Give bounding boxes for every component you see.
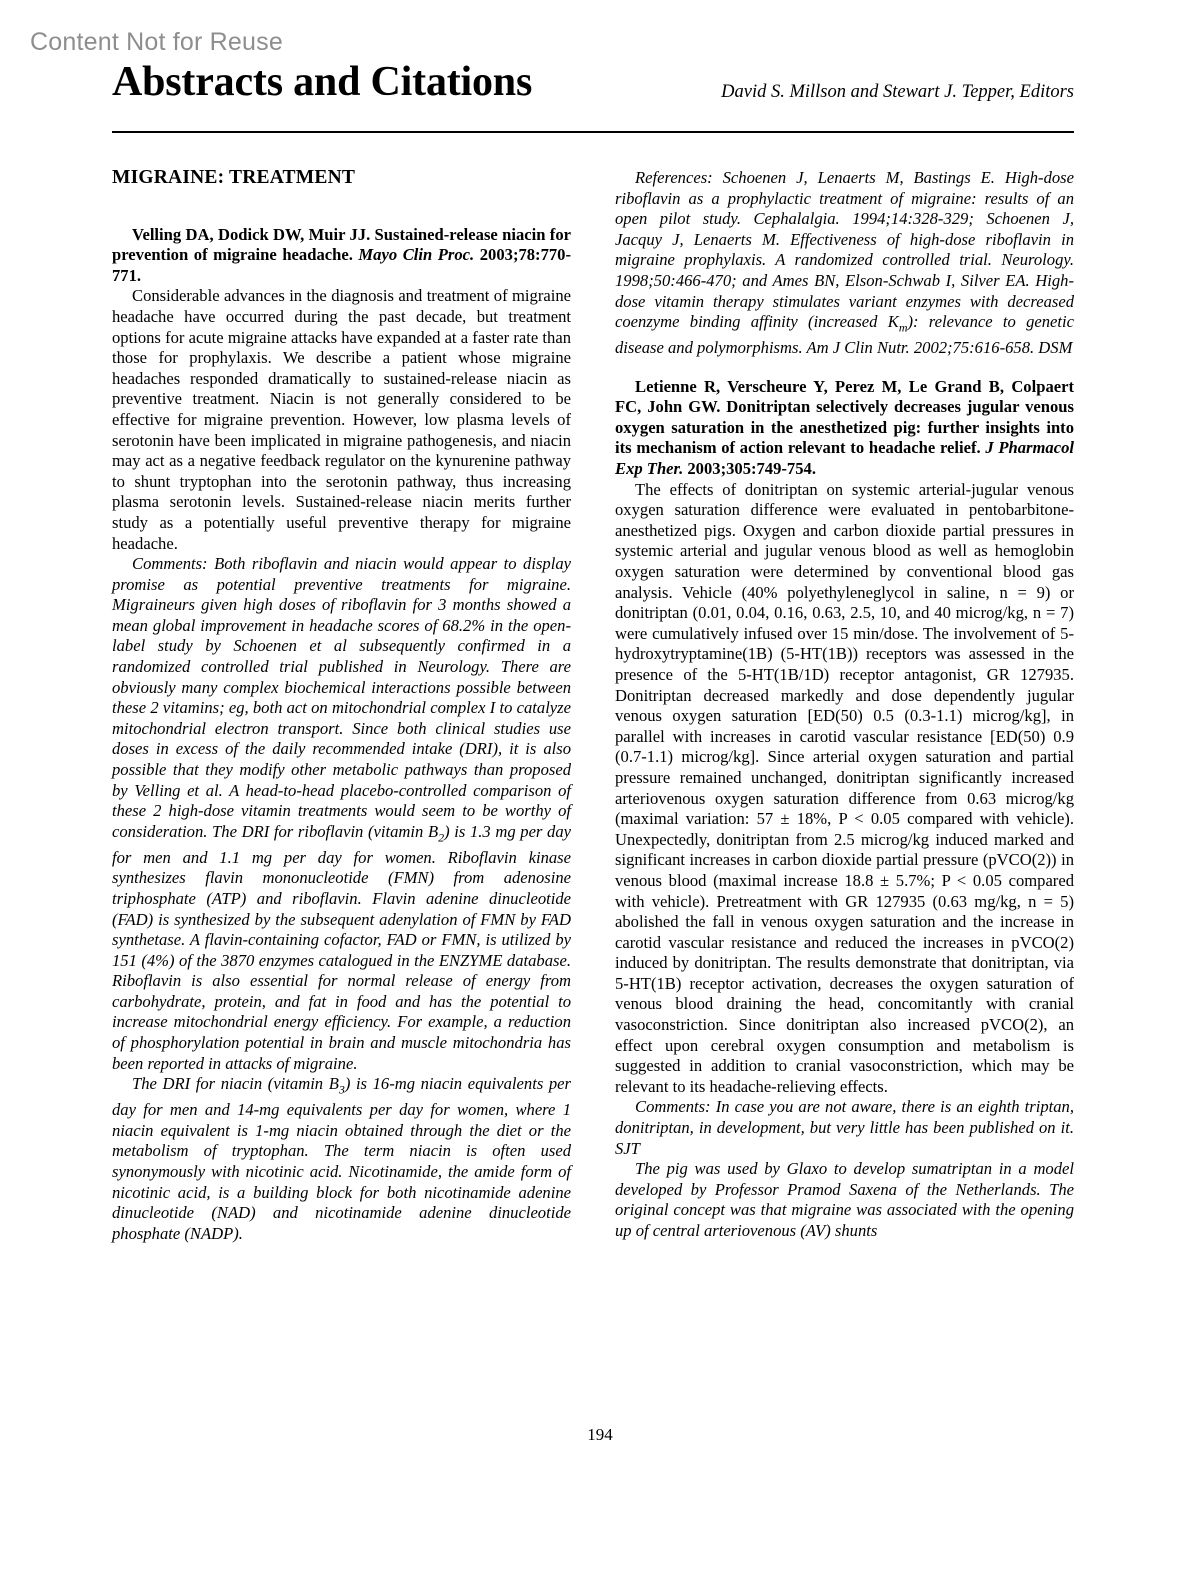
article-comments-1-cont [112, 1074, 571, 1244]
vitamin-b3-subscript: 3 [338, 1082, 345, 1097]
citation-tail: 2003;78:770-771. [112, 245, 572, 285]
references-text: References: Schoenen J, Lenaerts M, Bastings E. High-dose riboflavin as a prophylactic treatment of migraine: results of an open pilot study. Cephalalgia. 1994;14:328-329; Schoenen J, Jacquy J, Lenaerts M. Effectiveness of high-dose riboflavin in migraine prophylaxis. A randomized controlled trial. Neurology. 1998;50:466-470; and Ames BN, Elson-Schwab I, Silver EA. High-dose vitamin therapy stimulates variant enzymes with decreased coenzyme binding affinity (increased K [615, 168, 1074, 332]
article-comments-2 [615, 1097, 1074, 1159]
comments-body-part-1: In case you are not aware, there is an eighth triptan, donitriptan, in development, but very little has been published on it. SJT [615, 1097, 1074, 1158]
watermark-text: Content Not for Reuse [30, 28, 283, 56]
page-title: Abstracts and Citations [112, 59, 533, 105]
citation-authors: Velling DA, Dodick DW, Muir JJ. Sustained-release niacin for prevention of migraine headache. [112, 224, 571, 265]
references-block [615, 168, 1074, 359]
citation-journal: Mayo Clin Proc. [358, 245, 475, 265]
references-tail: ): relevance to genetic disease and polymorphisms. Am J Clin Nutr. 2002;75:616-658. DSM [615, 312, 1075, 358]
section-heading: MIGRAINE: TREATMENT [112, 167, 356, 188]
citation-tail: 2003;305:749-754. [683, 459, 816, 479]
masthead [112, 58, 1074, 120]
km-subscript: m [898, 320, 908, 335]
comments-body-part-3-open: The DRI for niacin (vitamin B [132, 1074, 339, 1094]
comments-label: Comments: [635, 1097, 711, 1117]
citation-journal: J Pharmacol Exp Ther. [615, 438, 1074, 479]
article-citation-2 [615, 377, 1074, 480]
article-abstract-2: The effects of donitriptan on systemic arterial-jugular venous oxygen saturation difference were evaluated in pentobarbitone-anesthetized pigs. Oxygen and carbon dioxide partial pressures in systemic arterial and jugular venous blood as well as hemoglobin oxygen saturation were determined by conventional blood gas analysis. Vehicle (40% polyethyleneglycol in saline, n = 9) or donitriptan (0.01, 0.04, 0.16, 0.63, 2.5, 10, and 40 microg/kg, n = 7) were cumulatively infused over 15 min/dose. The involvement of 5-hydroxytryptamine(1B) (5-HT(1B)) receptors was assessed in the presence of the 5-HT(1B/1D) receptor antagonist, GR 127935. Donitriptan decreased markedly and dose dependently jugular venous oxygen saturation [ED(50) 0.5 (0.3-1.1) microg/kg], in parallel with increases in carotid vascular resistance [ED(50) 0.9 (0.7-1.1) microg/kg]. Since arterial oxygen saturation and partial pressure remained unchanged, donitriptan significantly increased arteriovenous oxygen saturation difference from 0.63 microg/kg (maximal variation: 57 ± 18%, P < 0.05 compared with vehicle). Unexpectedly, donitriptan from 2.5 microg/kg induced marked and significant increases in carbon dioxide partial pressure (pVCO(2)) in venous blood (maximal increase 18.8 ± 5.7%; P < 0.05 compared with vehicle). Pretreatment with GR 127935 (0.63 mg/kg, n = 5) abolished the fall in venous oxygen saturation and the increase in carotid vascular resistance and reduced the increases in pVCO(2) induced by donitriptan. The results demonstrate that donitriptan, via 5-HT(1B) receptor activation, decreases the oxygen saturation of venous blood draining the head, concomitantly with cranial vasoconstriction. Since donitriptan also increased pVCO(2), an effect upon cerebral oxygen consumption and metabolism is suggested in addition to cranial vasoconstriction, which may be relevant to its headache-relieving effects. [615, 479, 1074, 1096]
spacer [615, 359, 1074, 377]
comments-label: Comments: [132, 554, 208, 574]
comments-body-part-2: ) is 1.3 mg per day for men and 1.1 mg per day for women. Riboflavin kinase synthesizes flavin mononucleotide (FMN) from adenosine triphosphate (ATP) and riboflavin. Flavin adenine dinucleotide (FAD) is synthesized by the subsequent adenylation of FMN by FAD synthetase. A flavin-containing cofactor, FAD or FMN, is utilized by 151 (4%) of the 3870 enzymes catalogued in the ENZYME database. Riboflavin is also essential for normal release of energy from carbohydrate, protein, and fat in food and has the potential to increase mitochondrial energy efficiency. For example, a reduction of phosphorylation potential in brain and muscle mitochondria has been reported in attacks of migraine. [112, 821, 571, 1073]
citation-authors: Letienne R, Verscheure Y, Perez M, Le Grand B, Colpaert FC, John GW. Donitriptan selectively decreases jugular venous oxygen saturation in the anesthetized pig: further insights into its mechanism of action relevant to headache relief. [615, 376, 1074, 458]
comments-body-part-3: ) is 16-mg niacin equivalents per day for men and 14-mg equivalents per day for women, where 1 niacin equivalent is 1-mg niacin obtained through the diet or the metabolism of tryptophan. The term niacin is often used synonymously with nicotinic acid. Nicotinamide, the amide form of nicotinic acid, is a building block for both nicotinamide adenine dinucleotide (NAD) and nicotinamide adenine dinucleotide phosphate (NADP). [112, 1074, 571, 1243]
comments-body-part-1: Both riboflavin and niacin would appear to display promise as potential preventive treatments for migraine. Migraineurs given high doses of riboflavin for 3 months showed a mean global improvement in headache scores of 68.2% in the open-label study by Schoenen et al subsequently confirmed in a randomized controlled trial published in Neurology. There are obviously many complex biochemical interactions possible between these 2 vitamins; eg, both act on mitochondrial complex I to catalyze mitochondrial electron transport. Since both clinical studies use doses in excess of the daily recommended intake (DRI), it is also possible that they modify other metabolic pathways than proposed by Velling et al. A head-to-head placebo-controlled comparison of these 2 high-dose vitamin treatments would seem to be worthy of consideration. The DRI for riboflavin (vitamin B [112, 554, 571, 841]
left-column [112, 168, 571, 1244]
article-abstract-1: Considerable advances in the diagnosis and treatment of migraine headache have occurred during the past decade, but treatment options for acute migraine attacks have expanded at a faster rate than those for prophylaxis. We describe a patient whose migraine headaches responded dramatically to sustained-release niacin as preventive treatment. Niacin is not generally considered to be effective for migraine prevention. However, low plasma levels of serotonin have been implicated in migraine pathogenesis, and niacin may act as a negative feedback regulator on the kynurenine pathway to shunt tryptophan into the serotonin pathway, thus increasing plasma serotonin levels. Sustained-release niacin merits further study as a potentially useful preventive therapy for migraine headache. [112, 286, 571, 553]
editors-byline: David S. Millson and Stewart J. Tepper, Editors [721, 82, 1074, 102]
header-divider [112, 131, 1074, 133]
article-comments-2-cont: The pig was used by Glaxo to develop sumatriptan in a model developed by Professor Pramod Saxena of the Netherlands. The original concept was that migraine was associated with the opening up of central arteriovenous (AV) shunts [615, 1159, 1074, 1240]
article-comments-1 [112, 554, 571, 1074]
page-number: 194 [587, 1425, 613, 1444]
article-citation-1 [112, 225, 571, 287]
vitamin-b2-subscript: 2 [438, 830, 445, 845]
right-column [615, 168, 1074, 1242]
